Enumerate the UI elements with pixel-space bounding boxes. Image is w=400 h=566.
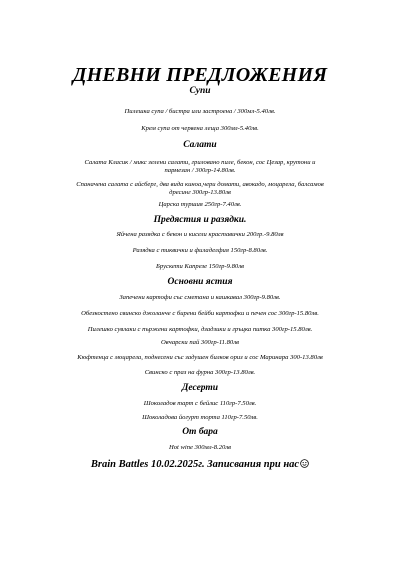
menu-item: Царска туршия 250гр-7.40лв.: [158, 201, 242, 208]
menu-item: Свинско с праз на фурна 300гр-13.80лв.: [144, 369, 256, 376]
section-heading-starters: Предястия и разядки.: [153, 215, 247, 225]
menu-item: Пилешка супа / бистра или застроена / 300мл-5.40лв.: [124, 108, 276, 115]
menu-item: пармезан / 300гр-14.80лв.: [164, 167, 236, 174]
menu-item: Hot wine 300мл-8.20лв: [168, 444, 232, 451]
menu-item: Крем супа от червена леща 300мл-5.40лв.: [141, 125, 259, 132]
section-heading-soups: Супи: [189, 86, 211, 96]
menu-item: Салата Класик / микс зелени салати, грилoвано пиле, бекон, сос Цезар, крутони и: [84, 159, 316, 166]
menu-item: Брускети Капрезе 150гр-9.80лв: [156, 263, 244, 270]
section-heading-bar: От бара: [182, 427, 218, 437]
menu-item: Разядка с тиквички и филаделфия 150гр-8.80лв.: [132, 247, 268, 254]
section-heading-salads: Салати: [183, 140, 217, 150]
menu-item: Спаначена салата с айсберг, два вида киноа,чери домати, авокадо, моцарела, балсамов: [76, 181, 324, 188]
menu-item: Запечени картофи със сметана и кашкавал 300гр-9.80лв.: [119, 294, 281, 301]
menu-item: Кюфтенца с моцарела, поднесени със задушен билков ориз и сос Маринара 300-13.80лв: [77, 354, 323, 361]
event-announcement: [0, 458, 400, 472]
smiley-icon: [300, 459, 309, 468]
event-announcement-text: Brain Battles 10.02.2025г. Записвания при нас: [90, 459, 300, 470]
menu-item: Яйчена разядка с бекон и кисели краставички 200гр.-9.80лв: [116, 231, 284, 238]
menu-item: Обезкостено свинско джоланче с бирени бейби картофки и печен сос 300гр-15.80лв.: [81, 310, 319, 317]
menu-item: Шоколадова йогурт торта 110гр-7.50лв.: [142, 414, 258, 421]
page-title: ДНЕВНИ ПРЕДЛОЖЕНИЯ: [72, 64, 328, 86]
menu-item: Шоколадов тарт с бейлис 110гр-7.50лв.: [143, 400, 257, 407]
menu-item: Пилешко сувлаки с пържени картофки, дзадзики и гръцка питка 300гр-15.80лв.: [87, 326, 313, 333]
section-heading-desserts: Десерти: [181, 383, 219, 393]
section-heading-mains: Основни ястия: [167, 277, 233, 287]
menu-item: дресинг 300гр-13.80лв: [169, 189, 231, 196]
menu-item: Овчарски пай 300гр-11.80лв: [161, 339, 239, 346]
